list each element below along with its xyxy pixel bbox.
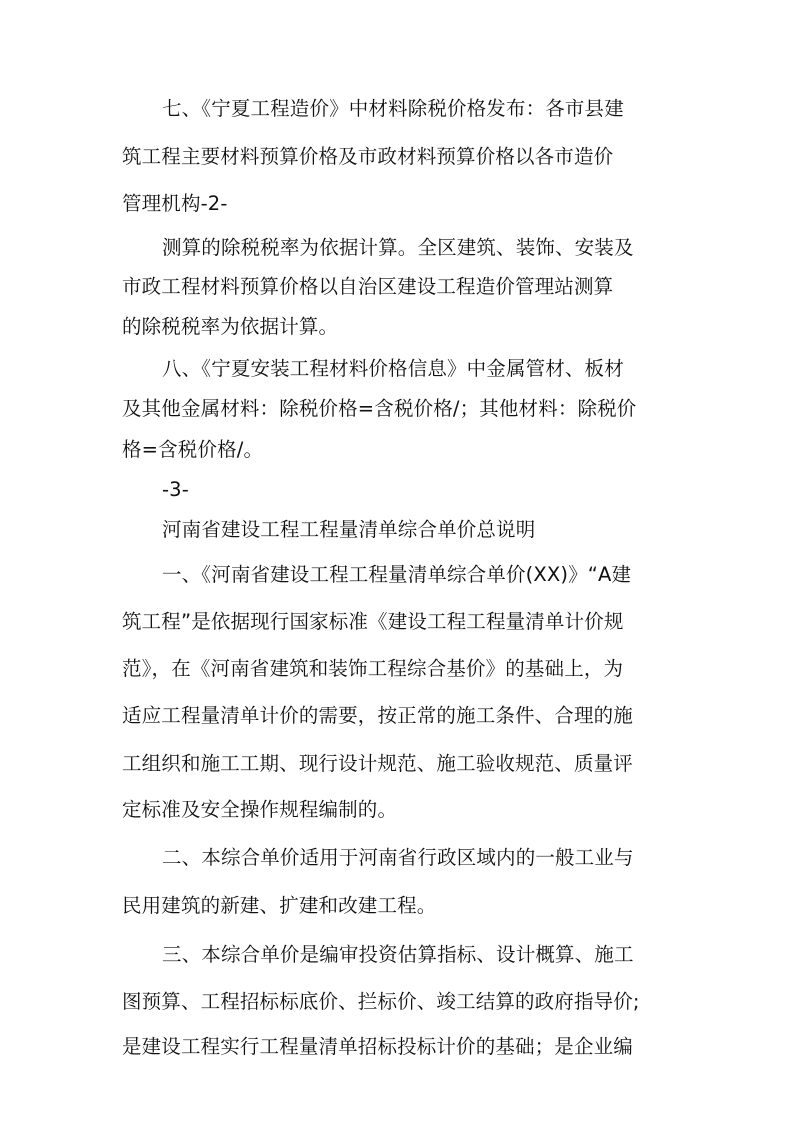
text-line-3: 管理机构-2- [122, 192, 228, 215]
text-line-18: 二、本综合单价适用于河南省行政区域内的一般工业与 [162, 846, 634, 869]
text-line-17: 定标准及安全操作规程编制的。 [122, 798, 398, 821]
text-line-10: -3- [162, 478, 189, 501]
text-line-16: 工组织和施工工期、现行设计规范、施工验收规范、质量评 [122, 752, 633, 775]
text-line-9: 格=含税价格/。 [122, 438, 264, 461]
text-line-6: 的除税税率为依据计算。 [122, 315, 339, 338]
text-line-1: 七、《宁夏工程造价》中材料除税价格发布：各市县建 [162, 97, 624, 120]
text-line-4: 测算的除税税率为依据计算。全区建筑、装饰、安装及 [162, 236, 634, 259]
text-line-12: 一、《河南省建设工程工程量清单综合单价(XX)》“A建 [162, 563, 632, 586]
text-line-22: 是建设工程实行工程量清单招标投标计价的基础；是企业编 [122, 1035, 633, 1058]
text-line-7: 八、《宁夏安装工程材料价格信息》中金属管材、板材 [162, 357, 624, 380]
text-line-13: 筑工程”是依据现行国家标准《建设工程工程量清单计价规 [122, 610, 624, 633]
text-line-2: 筑工程主要材料预算价格及市政材料预算价格以各市造价 [122, 145, 614, 168]
text-line-15: 适应工程量清单计价的需要，按正常的施工条件、合理的施 [122, 704, 633, 727]
text-line-11: 河南省建设工程工程量清单综合单价总说明 [162, 518, 536, 541]
text-line-8: 及其他金属材料：除税价格=含税价格/；其他材料：除税价 [122, 397, 637, 420]
text-line-19: 民用建筑的新建、扩建和改建工程。 [122, 894, 437, 917]
text-line-5: 市政工程材料预算价格以自治区建设工程造价管理站测算 [122, 275, 614, 298]
text-line-21: 图预算、工程招标标底价、拦标价、竣工结算的政府指导价; [122, 990, 640, 1013]
text-line-14: 范》，在《河南省建筑和装饰工程综合基价》的基础上，为 [122, 657, 624, 680]
text-line-20: 三、本综合单价是编审投资估算指标、设计概算、施工 [162, 943, 634, 966]
